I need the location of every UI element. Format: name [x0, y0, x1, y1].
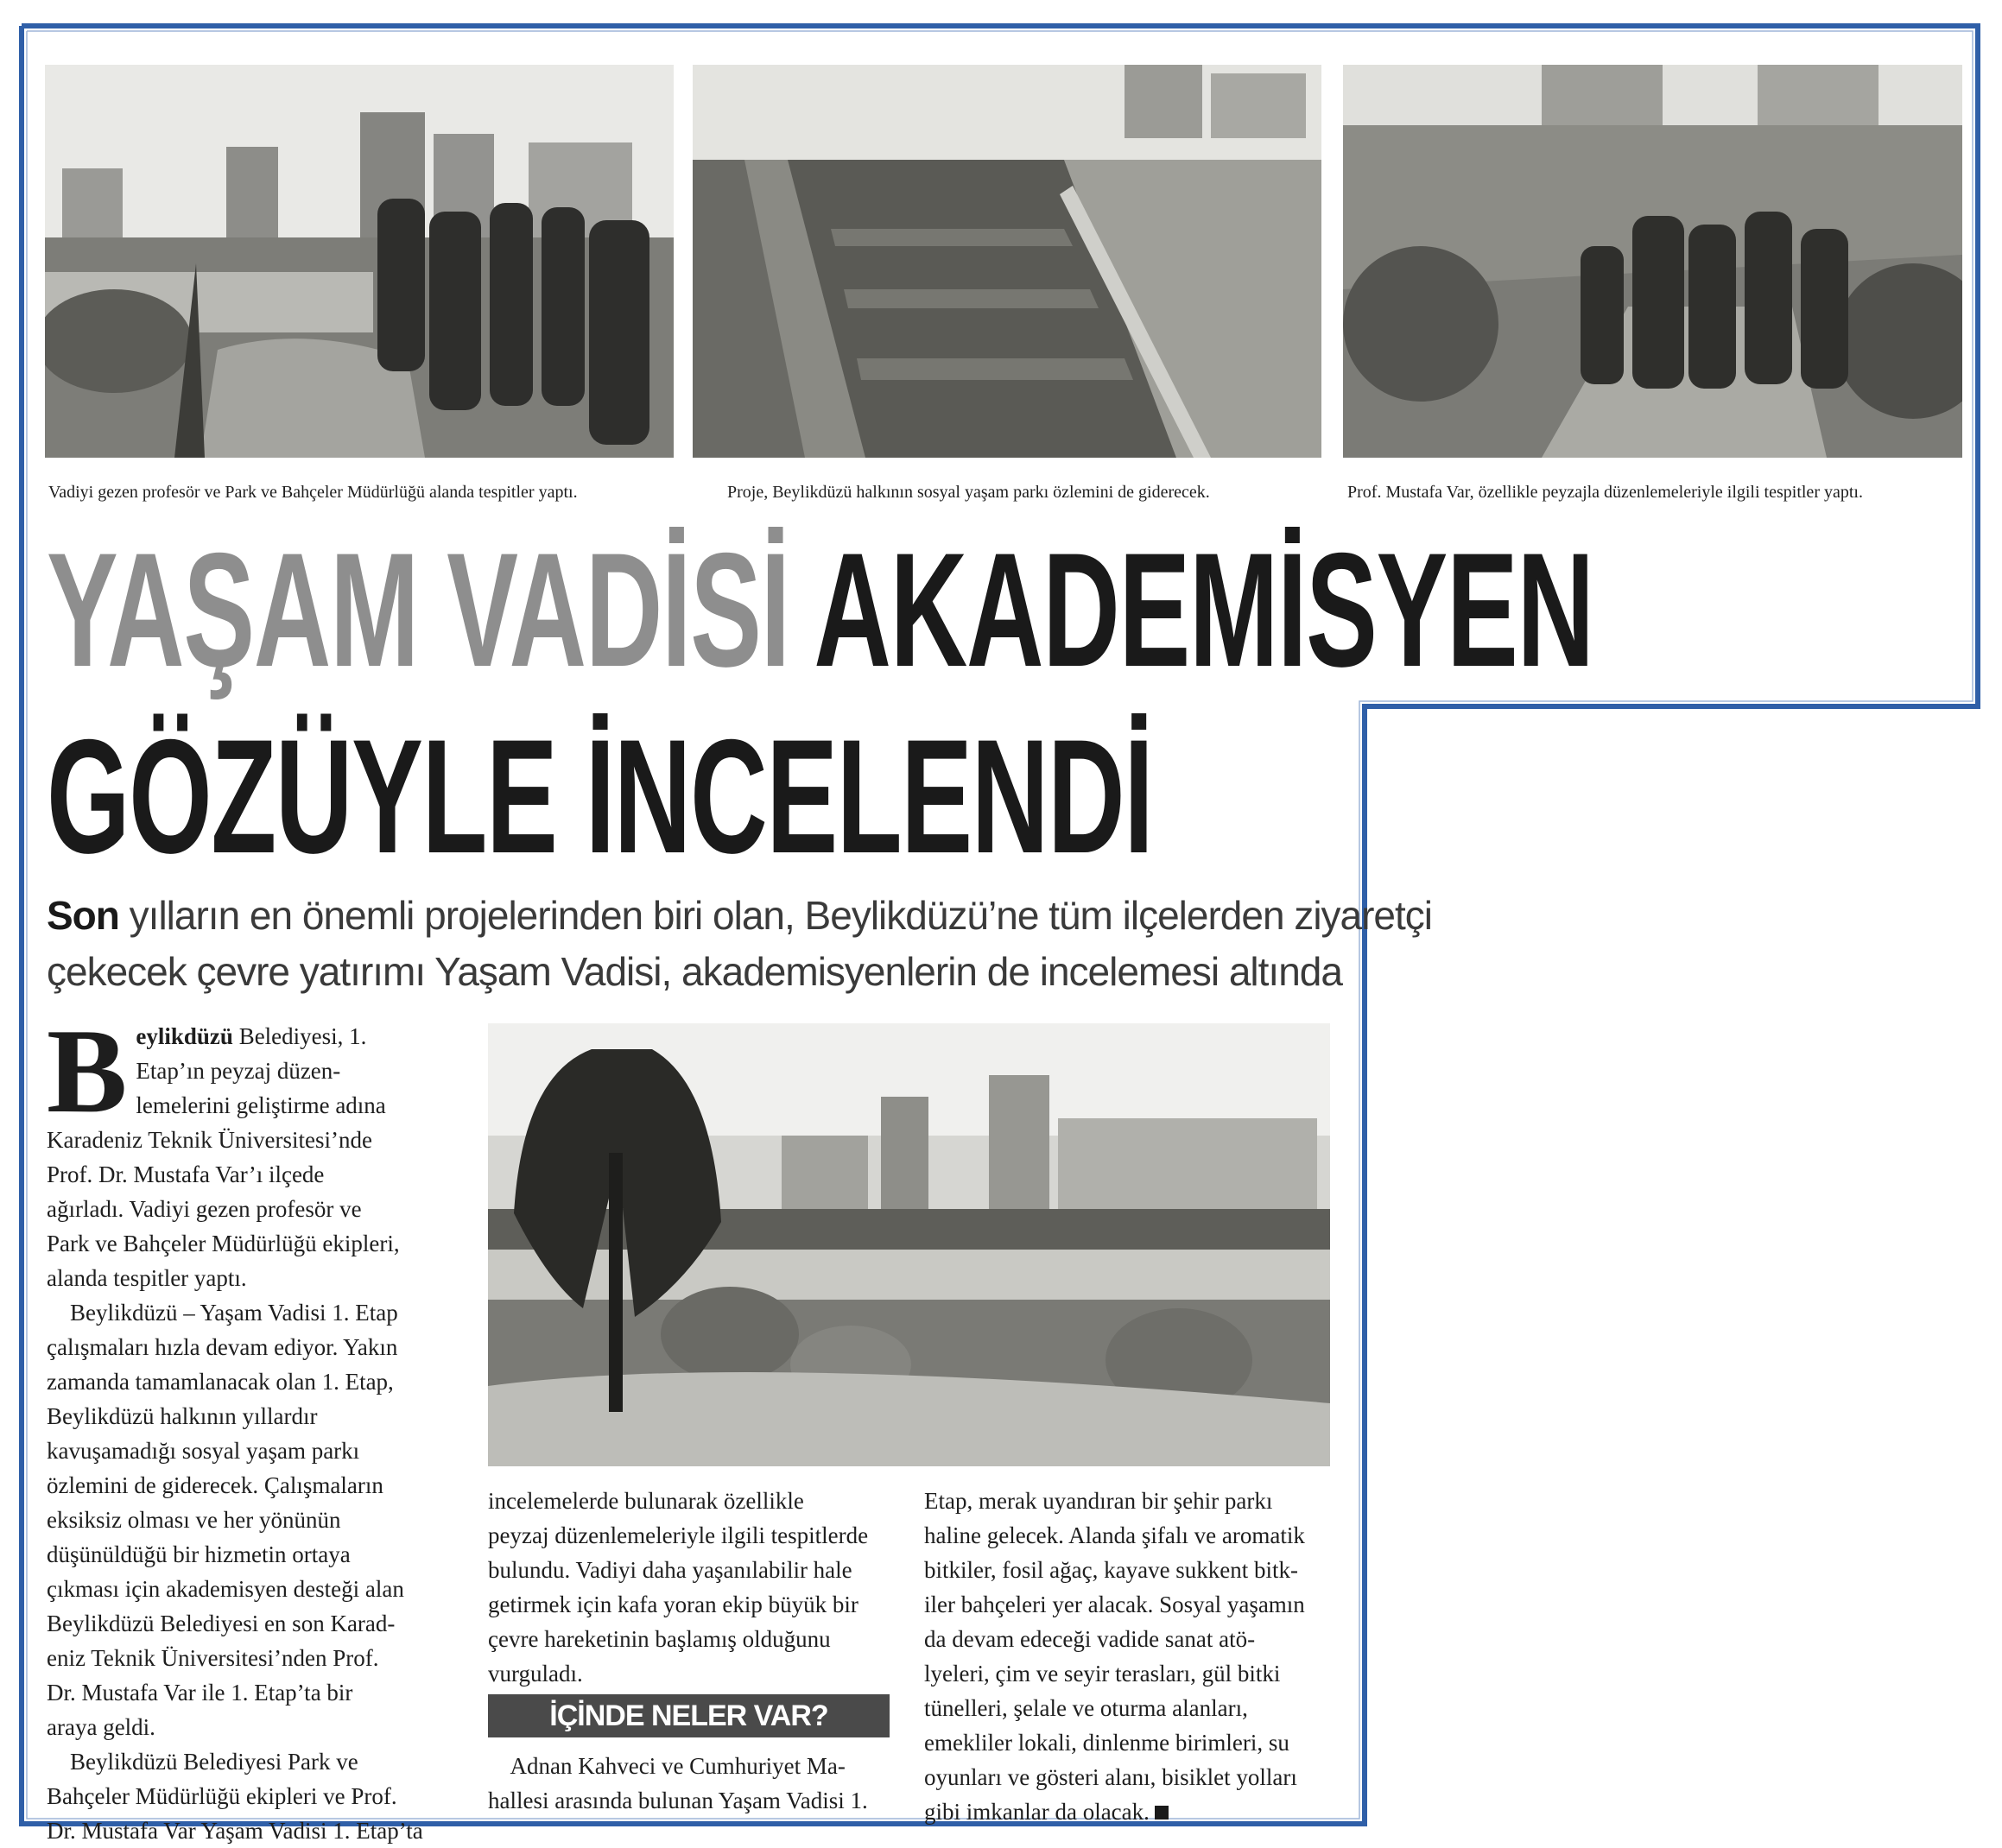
headline-part-2: AKADEMİSYEN [814, 519, 1593, 700]
article-column-1 [47, 1004, 461, 1848]
article-line: Prof. Dr. Mustafa Var’ı ilçede [47, 1161, 325, 1187]
photo-valley-terraces [693, 65, 1321, 458]
sidebar-heading: İÇİNDE NELER VAR? [488, 1694, 890, 1737]
drop-cap: B [47, 1004, 128, 1138]
article-line: çıkması için akademisyen desteği alan [47, 1576, 404, 1602]
article-line: zamanda tamamlanacak olan 1. Etap, [47, 1369, 394, 1395]
article-column-2b [488, 1749, 894, 1818]
article-line: kavuşamadığı sosyal yaşam parkı [47, 1438, 360, 1464]
article-line: bulundu. Vadiyi daha yaşanılabilir hale [488, 1557, 852, 1583]
article-line-text: Belediyesi, 1. [232, 1023, 367, 1049]
article-line: çevre hareketinin başlamış olduğunu [488, 1626, 831, 1652]
photo-caption: Proje, Beylikdüzü halkının sosyal yaşam parkı özlemini de giderecek. [727, 483, 1210, 502]
article-line: Adnan Kahveci ve Cumhuriyet Ma- [488, 1753, 846, 1779]
article-line: Beylikdüzü – Yaşam Vadisi 1. Etap [47, 1300, 398, 1326]
headline-part-1: YAŞAM VADİSİ [47, 519, 789, 700]
photo-professors-in-raincoats [45, 65, 674, 458]
article-line: emekliler lokali, dinlenme birimleri, su [924, 1730, 1289, 1756]
article-line: hallesi arasında bulunan Yaşam Vadisi 1. [488, 1788, 868, 1813]
article-column-2 [488, 1484, 894, 1691]
article-line-text: gibi imkanlar da olacak. [924, 1799, 1150, 1825]
article-line: Karadeniz Teknik Üniversitesi’nde [47, 1127, 372, 1153]
article-line: Dr. Mustafa Var ile 1. Etap’ta bir [47, 1680, 353, 1706]
photo-group-walking [1343, 65, 1962, 458]
article-line: Etap, merak uyandıran bir şehir parkı [924, 1488, 1273, 1514]
article-line: çalışmaları hızla devam ediyor. Yakın [47, 1334, 398, 1360]
headline-line-2: GÖZÜYLE İNCELENDİ [47, 706, 1153, 887]
article-line: getirmek için kafa yoran ekip büyük bir [488, 1592, 858, 1617]
photo-weeping-tree-park [488, 1023, 1330, 1466]
article-line: araya geldi. [47, 1714, 155, 1740]
article-line: eksiksiz olması ve her yönünün [47, 1507, 341, 1533]
article-line: oyunları ve gösteri alanı, bisiklet yolları [924, 1764, 1297, 1790]
article-line: tünelleri, şelale ve oturma alanları, [924, 1695, 1248, 1721]
article-line: Park ve Bahçeler Müdürlüğü ekipleri, [47, 1231, 400, 1256]
article-line: düşünüldüğü bir hizmetin ortaya [47, 1541, 351, 1567]
article-line: ağırladı. Vadiyi gezen profesör ve [47, 1196, 362, 1222]
deck-lead-word: Son [47, 893, 119, 938]
article-line: incelemelerde bulunarak özellikle [488, 1488, 804, 1514]
lead-word: eylikdüzü [136, 1023, 233, 1049]
article-line: peyzaj düzenlemeleriyle ilgili tespitlerde [488, 1522, 869, 1548]
article-line: Etap’ın peyzaj düzen- [136, 1058, 341, 1084]
article-line: da devam edeceği vadide sanat atö- [924, 1626, 1256, 1652]
article-line: Beylikdüzü Belediyesi en son Karad- [47, 1611, 396, 1636]
article-line [924, 1794, 1339, 1829]
end-mark-icon [1155, 1806, 1169, 1820]
article-line: iler bahçeleri yer alacak. Sosyal yaşamın [924, 1592, 1305, 1617]
deck-line-2: çekecek çevre yatırımı Yaşam Vadisi, akademisyenlerin de incelemesi altında [47, 949, 1342, 994]
article-line: özlemini de giderecek. Çalışmaların [47, 1472, 383, 1498]
article-line: eniz Teknik Üniversitesi’nden Prof. [47, 1645, 379, 1671]
article-line: Dr. Mustafa Var Yaşam Vadisi 1. Etap’ta [47, 1818, 423, 1844]
article-column-3 [924, 1484, 1339, 1829]
article-line: bitkiler, fosil ağaç, kayave sukkent bitk- [924, 1557, 1299, 1583]
photo-caption: Prof. Mustafa Var, özellikle peyzajla düzenlemeleriyle ilgili tespitler yaptı. [1347, 483, 1863, 502]
deck-line-1 [47, 889, 1432, 941]
article-line: Beylikdüzü halkının yıllardır [47, 1403, 318, 1429]
article-line: lemelerini geliştirme adına [136, 1092, 386, 1118]
headline-line-1 [47, 519, 1593, 700]
article-line: vurguladı. [488, 1661, 583, 1687]
deck-line-1-text: yılların en önemli projelerinden biri olan, Beylikdüzü’ne tüm ilçelerden ziyaretçi [118, 893, 1433, 938]
article-line: alanda tespitler yaptı. [47, 1265, 247, 1291]
article-line: haline gelecek. Alanda şifalı ve aromatik [924, 1522, 1305, 1548]
article-line: Beylikdüzü Belediyesi Park ve [47, 1749, 358, 1775]
photo-caption: Vadiyi gezen profesör ve Park ve Bahçeler Müdürlüğü alanda tespitler yaptı. [48, 483, 578, 502]
article-line: Bahçeler Müdürlüğü ekipleri ve Prof. [47, 1783, 397, 1809]
article-line: lyeleri, çim ve seyir terasları, gül bitki [924, 1661, 1281, 1687]
